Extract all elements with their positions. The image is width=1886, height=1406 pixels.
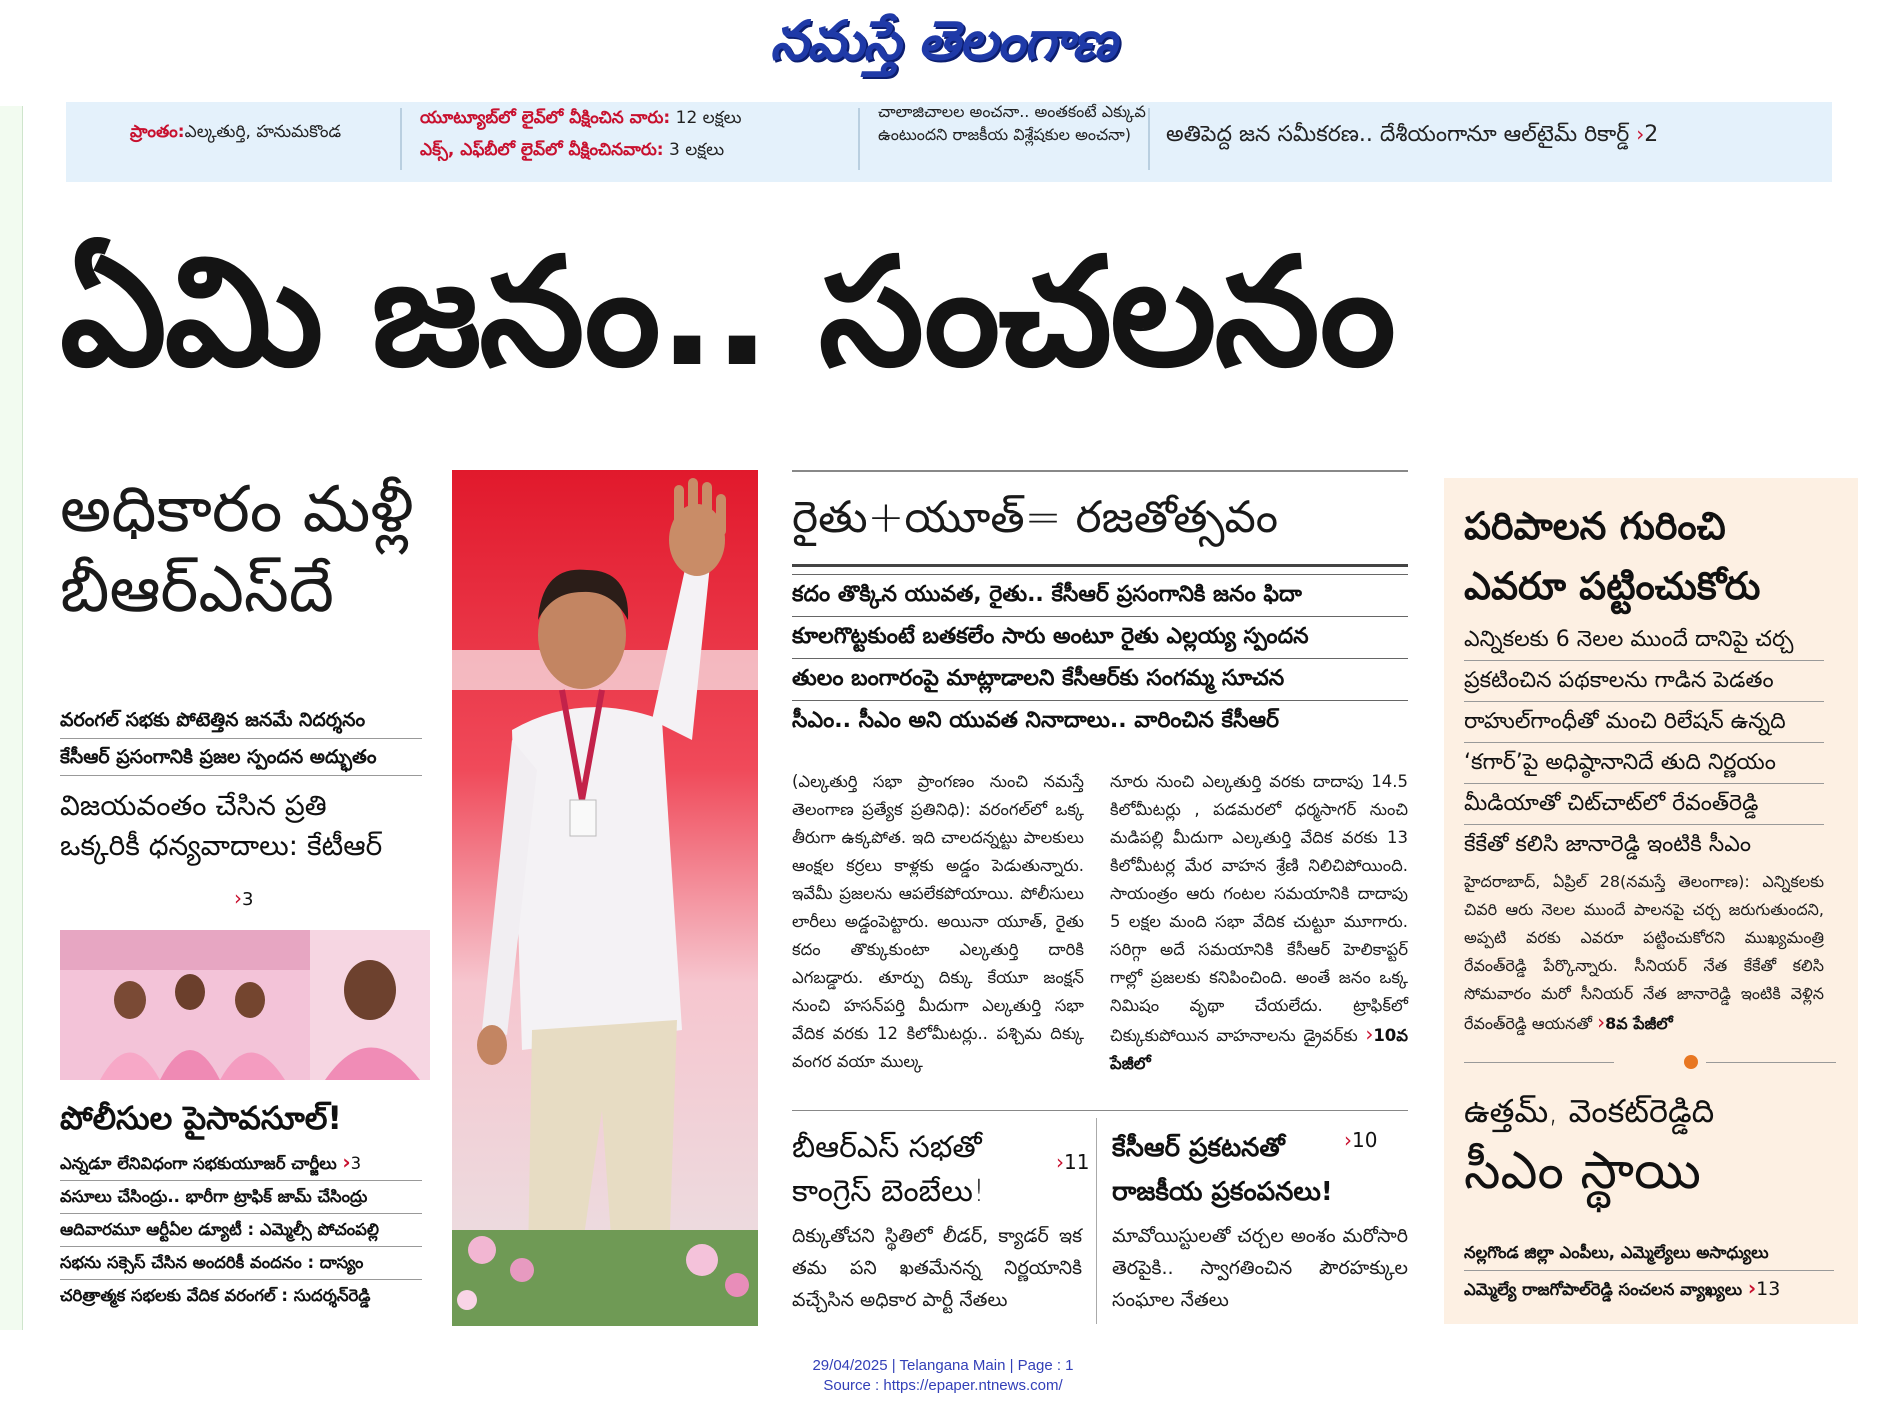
- center-bullet: కూలగొట్టకుంటే బతకలేం సారు అంటూ రైతు ఎల్లయ్య స్పందన: [792, 616, 1408, 657]
- footer-edition-info: 29/04/2025 | Telangana Main | Page : 1: [812, 1357, 1074, 1374]
- right-divider-right: [1706, 1062, 1836, 1063]
- ticker-youtube-views: యూట్యూబ్‌లో లైవ్‌లో వీక్షించిన వారు: 12 లక్షలు: [420, 108, 742, 128]
- ticker-divider: [1148, 108, 1150, 170]
- masthead: [0, 0, 1886, 100]
- page-ref-arrow-icon: ›: [234, 886, 242, 910]
- congress-story: బీఆర్ఎస్ సభతో కాంగ్రెస్ బెంబేలు! దిక్కుతోచని స్థితిలో లీడర్, క్యాడర్ ఇక తమ పని ఖతమేనన్న నిర్ణయానికి వచ్చేసిన అధికార పార్టీ నేతలు: [792, 1130, 1082, 1311]
- left-headline: అధికారం మళ్లీ బీఆర్ఎస్‌దే: [60, 473, 414, 627]
- center-body-col1: (ఎల్కతుర్తి సభా ప్రాంగణం నుంచి నమస్తే తెలంగాణ ప్రత్యేక ప్రతినిధి): వరంగల్‌లో ఒక్క తీరుగా ఉక్కపోత. ఇది చాలదన్నట్టు పాలకులు ఆంక్షల కర్రలు కాళ్లకు అడ్డం పెడుతున్నారు. ఇవేమీ ప్రజలను ఆపలేకపోయాయి. పోలీసులు లారీలు అడ్డంపెట్టారు. అయినా యూత్, రైతు కదం తొక్కుకుంటా ఎల్కతుర్తి దారికి ఎగబడ్డారు. తూర్పు దిక్కు కేయూ జంక్షన్ నుంచి హసన్‌పర్తి మీదుగా ఎల్కతుర్తి సభా వేదిక వరకు 12 కిలోమీటర్లు.. పశ్చిమ దిక్కు వంగర వయా ముల్క: [792, 772, 1084, 1071]
- page-ref-arrow-icon: ›: [1597, 1010, 1606, 1034]
- newspaper-logo: నమస్తే తెలంగాణ: [770, 8, 1116, 72]
- ticker-divider: [400, 108, 402, 170]
- ktr-quote: విజయవంతం చేసిన ప్రతి ఒక్కరికీ ధన్యవాదాలు: కేటీఆర్: [60, 789, 383, 862]
- page-ref-arrow-icon: ›: [342, 1150, 351, 1174]
- right-points-list: [1464, 620, 1824, 865]
- ticker-analyst-estimate: చాలాజిచాలల అంచనా.. అంతకంటే ఎక్కువ ఉంటుందని రాజకీయ విశ్లేషకుల అంచనా): [878, 102, 1146, 144]
- footer-source: Source : https://epaper.ntnews.com/: [823, 1377, 1063, 1394]
- list-item: ప్రకటించిన పథకాలను గాడిన పెడతం: [1464, 661, 1824, 702]
- page-ref-arrow-icon: ›: [1636, 122, 1645, 146]
- left-subheads: వరంగల్ సభకు పోటెత్తిన జనమే నిదర్శనం కేసీఆర్ ప్రసంగానికి ప్రజల స్పందన అద్భుతం: [60, 702, 422, 776]
- uttam-sublines: నల్లగొండ జిల్లా ఎంపీలు, ఎమ్మెల్యేలు అసాధ్యులు ఎమ్మెల్యే రాజగోపాల్‌రెడ్డి సంచలన వ్యాఖ్యలు ›13: [1464, 1236, 1834, 1307]
- center-lower-divider: [1096, 1118, 1097, 1324]
- separator-dot-icon: [1684, 1055, 1698, 1069]
- page-ref-arrow-icon: ›: [1365, 1022, 1374, 1046]
- center-bullet: సీఎం.. సీఎం అని యువత నినాదాలు.. వారించిన కేసీఆర్: [792, 700, 1408, 741]
- center-bullet: తులం బంగారంపై మాట్లాడాలని కేసీఆర్‌కు సంగమ్మ సూచన: [792, 658, 1408, 699]
- ticker-location: ప్రాంతం:ఎల్కతుర్తి, హనుమకొండ: [130, 122, 342, 142]
- ticker-x-fb-views: ఎక్స్, ఎఫ్‌బీలో లైవ్‌లో వీక్షించినవారు: 3 లక్షలు: [420, 140, 725, 160]
- center-body-col2: నూరు నుంచి ఎల్కతుర్తి వరకు దాదాపు 14.5 కిలోమీటర్లు , పడమరలో ధర్మసాగర్ నుంచి మడిపల్లి మీదుగా ఎల్కతుర్తి వేదిక వరకు 13 కిలోమీటర్ల మేర వాహన శ్రేణి నిలిచిపోయింది. సాయంత్రం ఆరు గంటల సమయానికి దాదాపు 5 లక్షల మంది సభా వేదిక చుట్టూ మూగారు. సరిగ్గా అదే సమయానికి కేసీఆర్ హెలికాప్టర్ గాల్లో ప్రజలకు కనిపించింది. అంతే జనం ఒక్క నిమిషం వృథా చేయలేదు. ట్రాఫిక్‌లో చిక్కుకుపోయిన వాహనాలను డ్రైవర్‌కు ›10వ పేజీలో: [1110, 772, 1409, 1073]
- center-headline-rule: [792, 564, 1408, 567]
- kcr-story-ref: ›10: [1344, 1128, 1378, 1152]
- ticker-divider: [858, 108, 860, 170]
- page-ref-arrow-icon: ›: [1056, 1150, 1064, 1174]
- page-ref-arrow-icon: ›: [1344, 1128, 1352, 1152]
- brs-leaders-photo: [60, 930, 430, 1080]
- quote-page-ref: ›3: [234, 886, 254, 910]
- right-headline: పరిపాలన గురించి ఎవరూ పట్టించుకోరు: [1464, 504, 1761, 608]
- kcr-announcement-story: కేసీఆర్ ప్రకటనతో రాజకీయ ప్రకంపనలు! మావోయిస్టులతో చర్చల అంశం మరోసారి తెరపైకి.. స్వాగతించిన పౌరహక్కుల సంఘాల నేతలు: [1112, 1133, 1408, 1311]
- list-item: కేకేతో కలిసి జానారెడ్డి ఇంటికి సీఎం: [1464, 832, 1752, 857]
- center-headline: రైతు+యూత్= రజతోత్సవం: [792, 492, 1279, 543]
- uttam-headline: ఉత్తమ్, వెంకట్‌రెడ్డిది సీఎం స్థాయి: [1464, 1092, 1715, 1201]
- police-story-lines: ఎన్నడూ లేనివిధంగా సభకుయూజర్ చార్జీలు ›3 వసూలు చేసింద్రు.. భారీగా ట్రాఫిక్ జామ్ చేసింద్రు ఆదివారమూ ఆర్టీఏల డ్యూటీ : ఎమ్మెల్సీ పోచంపల్లి సభను సక్సెస్ చేసిన అందరికీ వందనం : దాస్యం చరిత్రాత్మక సభలకు వేదిక వరంగల్ : సుదర్శన్‌రెడ్డి: [60, 1146, 422, 1312]
- list-item: ‘కగార్’పై అధిష్ఠానానిదే తుది నిర్ణయం: [1464, 743, 1824, 784]
- list-item: మీడియాతో చిట్‌చాట్‌లో రేవంత్‌రెడ్డి: [1464, 784, 1824, 825]
- ticker-record-note: అతిపెద్ద జన సమీకరణ.. దేశీయంగానూ ఆల్‌టైమ్ రికార్డ్ ›2: [1166, 122, 1659, 147]
- page-left-margin: [0, 106, 23, 1330]
- ktr-waving-photo: [452, 470, 758, 1326]
- list-item: రాహుల్‌గాంధీతో మంచి రిలేషన్ ఉన్నది: [1464, 702, 1824, 743]
- right-body: హైదరాబాద్, ఏప్రిల్ 28(నమస్తే తెలంగాణ): ఎన్నికలకు చివరి ఆరు నెలల ముందే పాలనపై చర్చ జరుగుతుందని, అప్పటి వరకు ఎవరూ పట్టించుకోరని ముఖ్యమంత్రి రేవంత్‌రెడ్డి పేర్కొన్నారు. సీనియర్ నేత కేకేతో కలిసి సోమవారం మరో సీనియర్ నేత జానారెడ్డి ఇంటికి వెళ్లిన రేవంత్‌రెడ్డి ఆయనతో ›8వ పేజీలో: [1464, 872, 1824, 1034]
- police-headline: పోలీసుల పైసావసూల్!: [60, 1099, 343, 1137]
- center-bullet: కదం తొక్కిన యువత, రైతు.. కేసీఆర్ ప్రసంగానికి జనం ఫిదా: [792, 574, 1408, 615]
- right-divider-left: [1464, 1062, 1614, 1063]
- congress-story-ref: ›11: [1056, 1150, 1090, 1174]
- list-item: ఎన్నికలకు 6 నెలల ముందే దానిపై చర్చ: [1464, 620, 1824, 661]
- page-ref-arrow-icon: ›: [1747, 1276, 1757, 1300]
- center-top-rule: [792, 470, 1408, 472]
- page-footer: [0, 1356, 1886, 1396]
- center-lower-rule: [792, 1110, 1408, 1111]
- main-headline: ఏమి జనం.. సంచలనం: [60, 226, 1394, 400]
